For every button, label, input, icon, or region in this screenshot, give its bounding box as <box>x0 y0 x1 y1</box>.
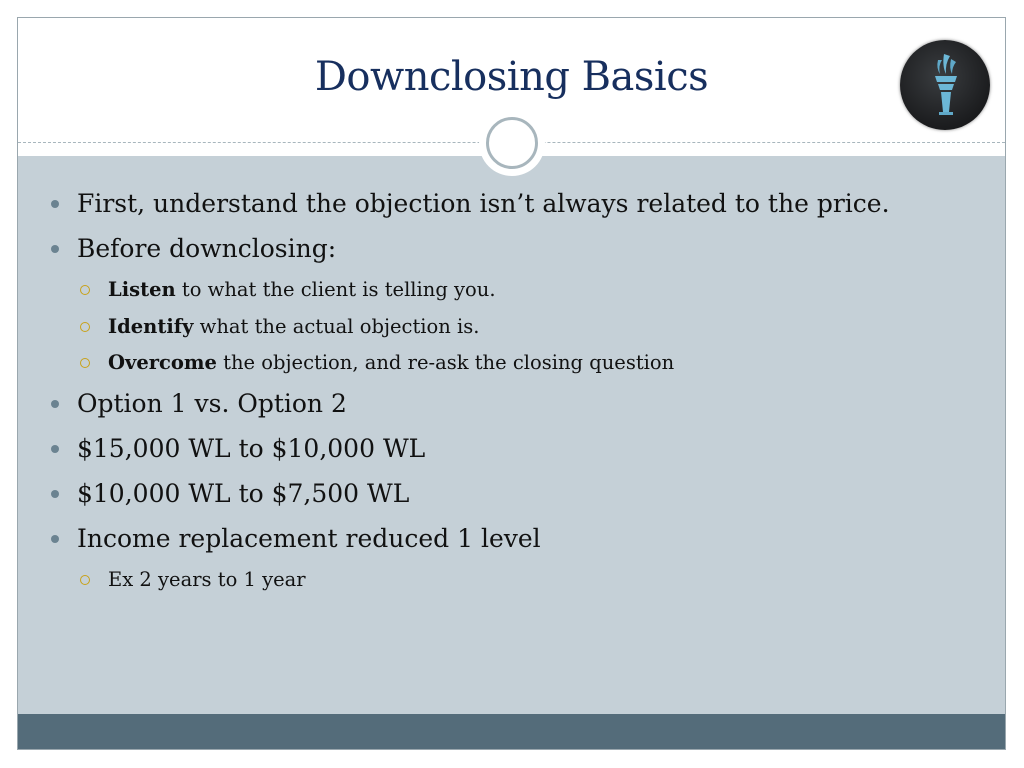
sub-item-text: to what the client is telling you. <box>175 278 496 301</box>
divider-ring-icon <box>486 117 538 169</box>
sub-item-text: the objection, and re-ask the closing question <box>216 351 675 374</box>
bullet-circle-icon <box>80 285 90 295</box>
sub-list-item <box>45 313 985 350</box>
bullet-circle-icon <box>80 575 90 585</box>
sub-item-keyword: Overcome <box>108 351 217 374</box>
slide <box>17 17 1006 750</box>
bullet-dot-icon <box>51 400 59 408</box>
list-item-text: $10,000 WL to $7,500 WL <box>77 478 410 508</box>
list-item <box>45 476 985 521</box>
list-item-text: $15,000 WL to $10,000 WL <box>77 433 426 463</box>
sub-list-item <box>45 566 985 603</box>
list-item-text: Option 1 vs. Option 2 <box>77 388 347 418</box>
list-item-text: First, understand the objection isn’t always related to the price. <box>77 189 890 218</box>
torch-icon <box>900 40 990 130</box>
list-item <box>45 521 985 566</box>
sub-list-item <box>45 276 985 313</box>
list-item <box>45 386 985 431</box>
slide-title: Downclosing Basics <box>314 54 709 100</box>
sub-item-text: Ex 2 years to 1 year <box>108 567 306 591</box>
list-item <box>45 186 985 231</box>
bullet-dot-icon <box>51 245 59 253</box>
list-item <box>45 431 985 476</box>
list-item-text: Income replacement reduced 1 level <box>77 523 541 553</box>
bullet-dot-icon <box>51 445 59 453</box>
list-item <box>45 231 985 276</box>
sub-item-keyword: Listen <box>108 278 176 301</box>
list-item-text: Before downclosing: <box>77 234 337 263</box>
bullet-dot-icon <box>51 200 59 208</box>
bullet-list <box>45 186 985 602</box>
bullet-dot-icon <box>51 535 59 543</box>
sub-item-keyword: Identify <box>108 314 194 338</box>
bullet-dot-icon <box>51 490 59 498</box>
bullet-circle-icon <box>80 358 90 368</box>
sub-list-item <box>45 349 985 386</box>
sub-item-text: what the actual objection is. <box>193 314 480 338</box>
bullet-circle-icon <box>80 322 90 332</box>
footer-bar <box>18 714 1005 749</box>
